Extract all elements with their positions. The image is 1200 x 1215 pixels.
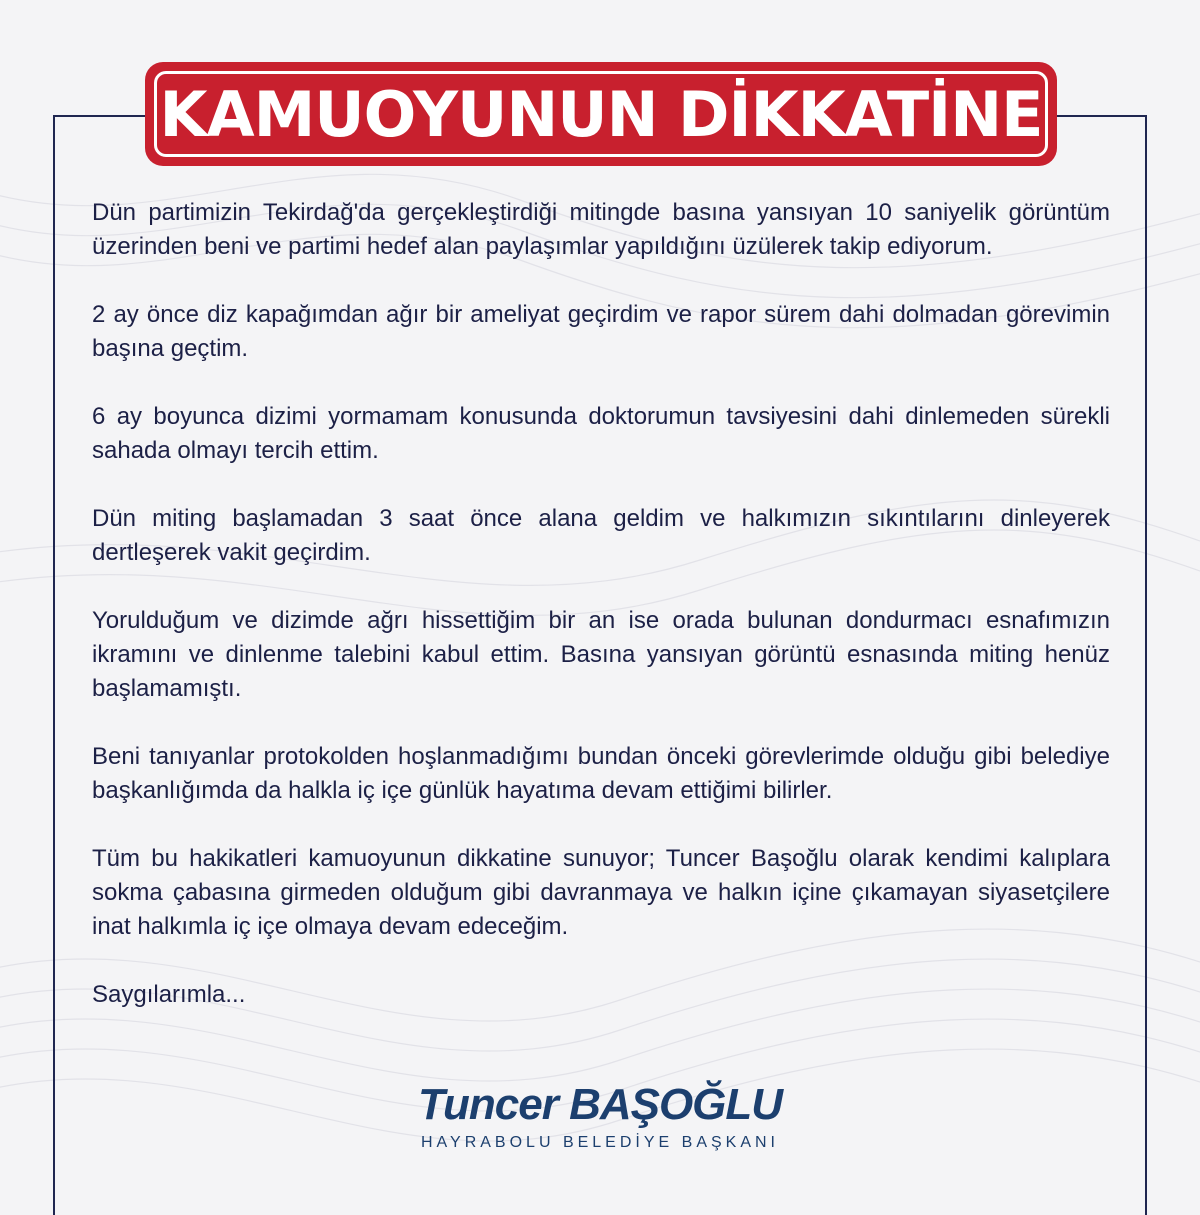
signature-block [0,1080,1200,1152]
statement-body [92,196,1110,1012]
statement-paragraph: Tüm bu hakikatleri kamuoyunun dikkatine sunuyor; Tuncer Başoğlu olarak kendimi kalıplara sokma çabasına girmeden olduğum gibi davranmaya ve halkın içine çıkamayan siyasetçilere inat halkımla iç içe olmaya devam edeceğim. [92,845,1110,940]
page-title: KAMUOYUNUN DİKKATİNE [159,77,1043,151]
signature-title: HAYRABOLU BELEDİYE BAŞKANI [420,1134,779,1151]
statement-paragraph: Dün partimizin Tekirdağ'da gerçekleştirdiği mitingde basına yansıyan 10 saniyelik görüntüm üzerinden beni ve partimi hedef alan paylaşımlar yapıldığını üzülerek takip ediyorum. [92,199,1110,260]
statement-paragraph: Beni tanıyanlar protokolden hoşlanmadığımı bundan önceki görevlerimde olduğu gibi belediye başkanlığımda da halkla iç içe günlük hayatıma devam ettiğimi bilirler. [92,743,1110,804]
closing-line: Saygılarımla... [92,981,246,1008]
title-banner [145,62,1057,166]
statement-paragraph: 6 ay boyunca dizimi yormamam konusunda doktorumun tavsiyesini dahi dinlemeden sürekli sahada olmayı tercih ettim. [92,403,1110,464]
statement-paragraph: Dün miting başlamadan 3 saat önce alana geldim ve halkımızın sıkıntılarını dinleyerek dertleşerek vakit geçirdim. [92,505,1110,566]
statement-paragraph: 2 ay önce diz kapağımdan ağır bir ameliyat geçirdim ve rapor sürem dahi dolmadan görevimin başına geçtim. [92,301,1110,362]
signature-name: Tuncer BAŞOĞLU [417,1080,783,1129]
statement-paragraph: Yorulduğum ve dizimde ağrı hissettiğim bir an ise orada bulunan dondurmacı esnafımızın ikramını ve dinlenme talebini kabul ettim. Basına yansıyan görüntü esnasında miting henüz başlamamıştı. [92,607,1110,702]
